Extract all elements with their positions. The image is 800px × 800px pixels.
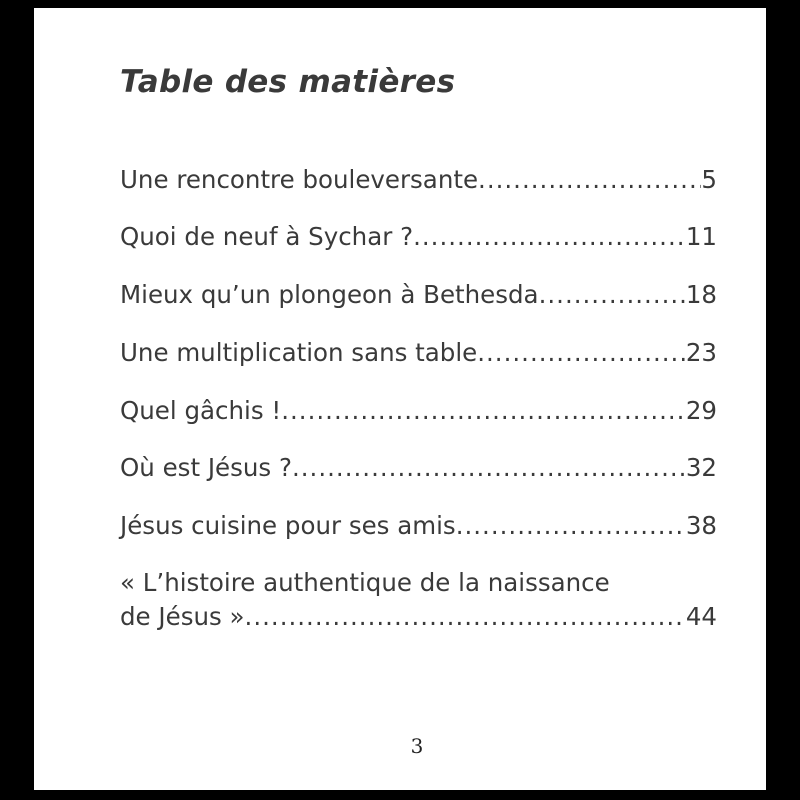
toc-entry-label-line1: « L’histoire authentique de la naissance	[120, 568, 610, 597]
toc-entry-label: Jésus cuisine pour ses amis	[120, 511, 456, 540]
dot-leader	[539, 278, 686, 312]
dot-leader	[245, 600, 686, 634]
dot-leader	[281, 394, 686, 428]
toc-entry-page: 23	[685, 338, 717, 367]
toc-entry-page: 11	[685, 222, 717, 251]
toc-entry-label: Quel gâchis !	[120, 396, 282, 425]
toc-entry	[120, 394, 717, 428]
toc-entry	[120, 566, 717, 634]
toc-entry-page: 32	[685, 453, 717, 482]
dot-leader	[456, 509, 686, 543]
toc-entry	[120, 509, 717, 543]
page-number: 3	[410, 734, 424, 758]
toc-entry-label: de Jésus »	[120, 602, 245, 631]
toc-entry	[120, 163, 717, 197]
toc-entry-label: Quoi de neuf à Sychar ?	[120, 222, 414, 251]
toc-entry	[120, 451, 717, 485]
toc-entry	[120, 336, 717, 370]
toc-entry-label: Où est Jésus ?	[120, 453, 292, 482]
toc-entry-label: Une rencontre bouleversante	[120, 165, 479, 194]
dot-leader	[413, 220, 686, 254]
toc-entry-page: 29	[685, 396, 717, 425]
dot-leader	[292, 451, 686, 485]
toc-entry-label: Mieux qu’un plongeon à Bethesda	[120, 280, 539, 309]
dot-leader	[477, 336, 686, 370]
toc-entry-page: 38	[685, 511, 717, 540]
dot-leader	[478, 163, 701, 197]
toc-entry	[120, 220, 717, 254]
toc-entry-label: Une multiplication sans table	[120, 338, 478, 367]
toc-entry-page: 5	[701, 165, 717, 194]
toc-entry-page: 18	[685, 280, 717, 309]
toc-entry	[120, 278, 717, 312]
toc-title: Table des matières	[120, 64, 456, 100]
toc-entry-page: 44	[685, 602, 717, 631]
